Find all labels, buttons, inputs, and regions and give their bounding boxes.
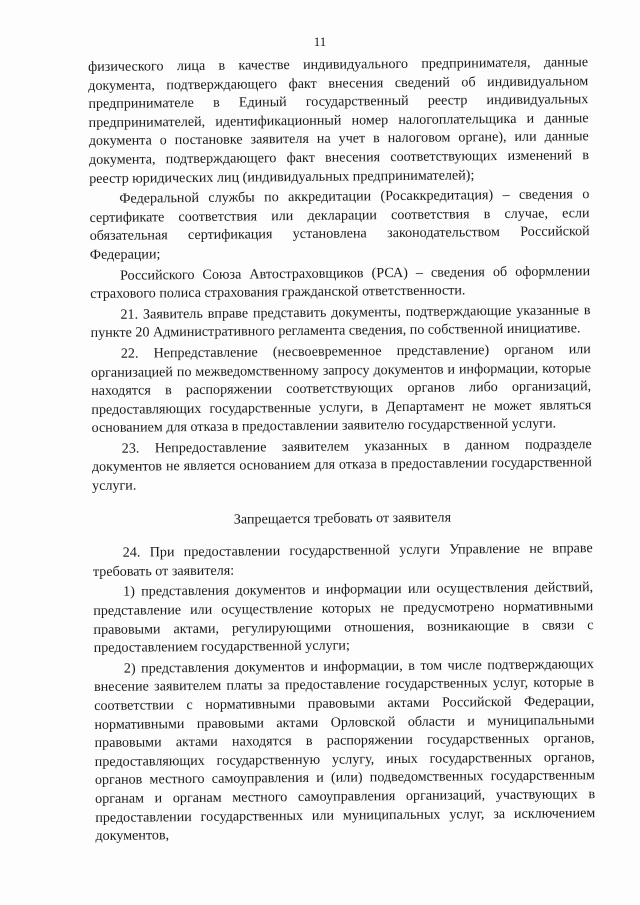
paragraph-24: 24. При предоставлении государственной услуги Управление не вправе требовать от заявителя: (92, 540, 593, 580)
paragraph-24-item-2: 2) представления документов и информации, в том числе подтверждающих внесение заявителем платы за предоставление государственных услуг, которые в соответствии с нормативными правовыми актами Российской Федерации, нормативными правовыми актами Орловской области и муниципальными правовыми актами находятся в распоряжении государственных органов, предоставляющих государственную услугу, иных государственных органов, органов местного самоуправления и (или) подведомственных государственным органам и органам местного самоуправления организаций, участвующих в предоставлении государственных или муниципальных услуг, за исключением документов, (93, 655, 596, 845)
paragraph-rsa: Российского Союза Автостраховщиков (РСА) – сведения об оформлении страхового полиса страхования гражданской ответственности. (90, 262, 591, 303)
paragraph-22: 22. Непредставление (несвоевременное представление) органом или организацией по межведомственному запросу документов и информации, которые находятся в распоряжении соответствующих органов либо организаций, предоставляющих государственные услуги, в Департамент не может являться основанием для отказа в предоставлении заявителю государственной услуги. (90, 341, 592, 437)
page-number: 11 (313, 34, 327, 49)
paragraph-individual-entrepreneur-data: физического лица в качестве индивидуального предпринимателя, данные документа, подтверждающего факт внесения сведений об индивидуальном предпринимателе в Единый государственный реестр индивидуальных предпринимателей, идентификационный номер налогоплательщика и данные документа о постановке заявителя на учет в налоговом органе), или данные документа, подтверждающего факт внесения соответствующих изменений в реестр юридических лиц (индивидуальных предпринимателей); (88, 54, 590, 187)
paragraph-rosaccreditation: Федеральной службы по аккредитации (Росаккредитация) – сведения о сертификате соответствия или декларации соответствия в случае, если обязательная сертификация установлена законодательством Российской Федерации; (89, 186, 590, 263)
document-body (88, 53, 596, 846)
paragraph-23: 23. Непредоставление заявителем указанных в данном подразделе документов не является основанием для отказа в предоставлении государственной услуги. (91, 436, 592, 495)
paragraph-21: 21. Заявитель вправе представить документы, подтверждающие указанные в пункте 20 Административного регламента сведения, по собственной инициативе. (90, 301, 591, 342)
section-heading: Запрещается требовать от заявителя (233, 509, 452, 528)
paragraph-24-item-1: 1) представления документов и информации или осуществления действий, представление или осуществление которых не предусмотрено нормативными правовыми актами, регулирующими отношения, возникающие в связи с предоставлением государственной услуги; (93, 579, 594, 657)
